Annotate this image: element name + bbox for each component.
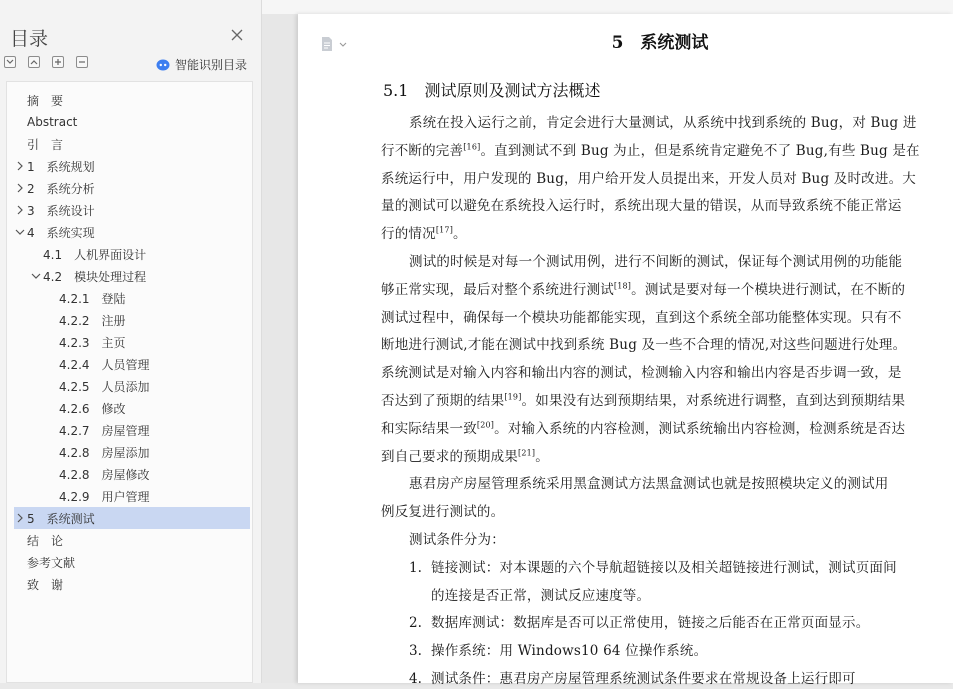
toc-item[interactable]	[7, 419, 251, 441]
body-text-line	[381, 141, 926, 161]
toc-item-label: 3 系统设计	[27, 203, 95, 218]
toc-item[interactable]	[14, 507, 250, 529]
body-text-line	[381, 363, 926, 383]
body-text-line	[381, 502, 926, 522]
toc-item-label: 参考文献	[27, 555, 76, 570]
citation-ref[interactable]: [16]	[463, 142, 481, 152]
toc-item[interactable]	[7, 221, 251, 243]
list-number: 2.	[409, 615, 422, 632]
text-run: 测试的时候是对每一个测试用例，进行不间断的测试，保证每个测试用例的功能能	[409, 254, 903, 270]
body-text-line	[381, 391, 926, 411]
page-gutter	[262, 14, 298, 683]
citation-ref[interactable]: [19]	[504, 392, 522, 402]
text-run: 惠君房产房屋管理系统采用黑盒测试方法黑盒测试也就是按照模块定义的测试用	[409, 476, 889, 493]
toc-sidebar	[0, 0, 262, 683]
toc-item-label: 4.2.1 登陆	[59, 291, 126, 306]
document-outline-icon[interactable]	[320, 36, 348, 52]
toc-item[interactable]	[7, 199, 251, 221]
toc-item-label: 4.2.8 房屋修改	[59, 467, 150, 482]
smart-recognize-label: 智能识别目录	[175, 58, 248, 72]
toc-item-label: 4.2.4 人员管理	[59, 357, 150, 372]
body-text-line: 测试条件分为：	[409, 532, 505, 548]
toc-item-label: 4 系统实现	[27, 225, 95, 240]
chevron-right-icon[interactable]	[15, 183, 25, 193]
close-icon[interactable]	[230, 28, 244, 42]
list-number: 4.	[409, 671, 422, 687]
toc-item[interactable]	[7, 485, 251, 507]
toc-item-label: 1 系统规划	[27, 159, 95, 174]
toc-item[interactable]	[7, 177, 251, 199]
text-run: 到自己要求的预期成果	[381, 448, 518, 465]
ai-assistant-icon	[156, 58, 170, 72]
text-run: 系统在投入运行之前，肯定会进行大量测试，从系统中找到系统的 Bug，对 Bug 进	[409, 115, 917, 131]
toc-item[interactable]	[7, 287, 251, 309]
chevron-down-icon[interactable]	[31, 271, 41, 281]
toc-item[interactable]	[7, 397, 251, 419]
toc-item[interactable]	[7, 111, 251, 133]
body-text-line	[381, 308, 926, 328]
toc-item[interactable]	[7, 331, 251, 353]
list-number: 1.	[409, 559, 422, 576]
chevron-right-icon[interactable]	[15, 161, 25, 171]
toc-item[interactable]	[7, 353, 251, 375]
list-item-text: 链接测试：对本课题的六个导航超链接以及相关超链接进行测试，测试页面间	[431, 559, 897, 576]
text-run: 例反复进行测试的。	[381, 504, 505, 521]
text-run: 和实际结果一致	[381, 420, 477, 437]
text-run: 系统运行中，用户发现的 Bug，用户给开发人员提出来，开发人员对 Bug 及时改进。大	[381, 170, 916, 187]
chevron-right-icon[interactable]	[15, 513, 25, 523]
text-run: 。对输入系统的内容检测，测试系统输出内容检测，检测系统是否达	[494, 420, 906, 437]
text-run: 行不断的完善	[381, 142, 464, 159]
add-heading-icon[interactable]	[52, 56, 64, 68]
toc-item[interactable]	[7, 265, 251, 287]
text-run: 断地进行测试,才能在测试中找到系统 Bug 及一些不合理的情况,对这些问题进行处理。	[381, 337, 907, 354]
body-text-line	[409, 113, 953, 133]
toc-item[interactable]	[7, 375, 251, 397]
chevron-down-icon[interactable]	[15, 227, 25, 237]
body-text-line	[409, 474, 953, 494]
text-run: 。	[535, 448, 549, 465]
toc-item[interactable]	[7, 463, 251, 485]
text-run: 系统测试是对输入内容和输出内容的测试，检测输入内容和输出内容是否步调一致，是	[381, 365, 902, 382]
list-item-text: 的连接是否正常，测试反应速度等。	[431, 587, 651, 604]
toc-item[interactable]	[7, 529, 251, 551]
toc-item[interactable]	[7, 155, 251, 177]
citation-ref[interactable]: [20]	[476, 420, 495, 430]
toc-item-label: 4.2.3 主页	[59, 335, 126, 350]
text-run: 量的测试可以避免在系统投入运行时，系统出现大量的错误，从而导致系统不能正常运	[381, 198, 902, 215]
collapse-all-icon[interactable]	[4, 56, 16, 68]
list-item-text: 操作系统：用 Windows10 64 位操作系统。	[431, 643, 708, 660]
citation-ref[interactable]: [21]	[518, 448, 536, 458]
text-run: 够正常实现，最后对整个系统进行测试	[381, 281, 614, 298]
body-text-line	[381, 447, 926, 467]
chevron-right-icon[interactable]	[15, 205, 25, 215]
body-text-line	[381, 335, 926, 355]
body-text-line	[381, 196, 926, 216]
chapter-title: 5 系统测试	[611, 33, 709, 53]
text-run: 。直到测试不到 Bug 为止，但是系统肯定避免不了 Bug,有些 Bug 是在	[480, 142, 920, 159]
citation-ref[interactable]: [17]	[435, 225, 454, 235]
text-run: 测试过程中，确保每一个模块功能都能实现，直到这个系统全部功能整体实现。只有不	[381, 309, 902, 326]
toc-item-label: 4.2.6 修改	[59, 401, 126, 416]
toc-item[interactable]	[7, 441, 251, 463]
text-run: 否达到了预期的结果	[381, 393, 505, 409]
body-text-line	[381, 169, 926, 189]
top-ruler	[262, 0, 953, 15]
text-run: 行的情况	[381, 226, 436, 243]
toc-item[interactable]	[7, 243, 251, 265]
toc-item[interactable]	[7, 89, 251, 111]
toc-item-label: 结 论	[27, 533, 64, 548]
toc-title: 目录	[10, 28, 49, 50]
toc-item-label: 摘 要	[27, 93, 64, 108]
toc-item-label: 4.2.7 房屋管理	[59, 423, 150, 438]
expand-all-icon[interactable]	[28, 56, 40, 68]
body-text-line	[381, 419, 926, 439]
section-title: 5.1 测试原则及测试方法概述	[383, 81, 601, 100]
toc-item[interactable]	[7, 573, 251, 595]
remove-heading-icon[interactable]	[76, 56, 88, 68]
smart-recognize-toc-button[interactable]	[156, 56, 247, 73]
list-item-text: 数据库测试：数据库是否可以正常使用，链接之后能否在正常页面显示。	[431, 615, 870, 632]
toc-item-label: 4.1 人机界面设计	[43, 247, 147, 262]
toc-item-label: 5 系统测试	[27, 511, 95, 526]
toc-item-label: 引 言	[27, 137, 64, 152]
text-run: 。如果没有达到预期结果，对系统进行调整，直到达到预期结果	[521, 393, 906, 409]
toc-item-label: 4.2.9 用户管理	[59, 489, 150, 504]
list-item-text: 测试条件：惠君房产房屋管理系统测试条件要求在常规设备上运行即可	[431, 671, 856, 687]
toc-item-label: 2 系统分析	[27, 181, 95, 196]
toc-item-label: 4.2.8 房屋添加	[59, 445, 150, 460]
body-text-line	[381, 280, 926, 300]
toc-item-label: 4.2.2 注册	[59, 313, 126, 328]
toc-item[interactable]	[7, 551, 251, 573]
toc-item-label: 4.2 模块处理过程	[43, 269, 147, 284]
toc-item[interactable]	[7, 309, 251, 331]
body-text-line	[381, 224, 926, 244]
toc-item-label: Abstract	[27, 115, 78, 129]
toc-list	[6, 81, 253, 683]
citation-ref[interactable]: [18]	[613, 281, 632, 291]
body-text-line	[409, 252, 953, 272]
list-number: 3.	[409, 643, 422, 660]
text-run: 。	[453, 226, 467, 243]
text-run: 。测试是要对每一个模块进行测试，在不断的	[631, 281, 906, 298]
toc-item-label: 4.2.5 人员添加	[59, 379, 150, 394]
toc-item-label: 致 谢	[27, 577, 64, 592]
toc-item[interactable]	[7, 133, 251, 155]
